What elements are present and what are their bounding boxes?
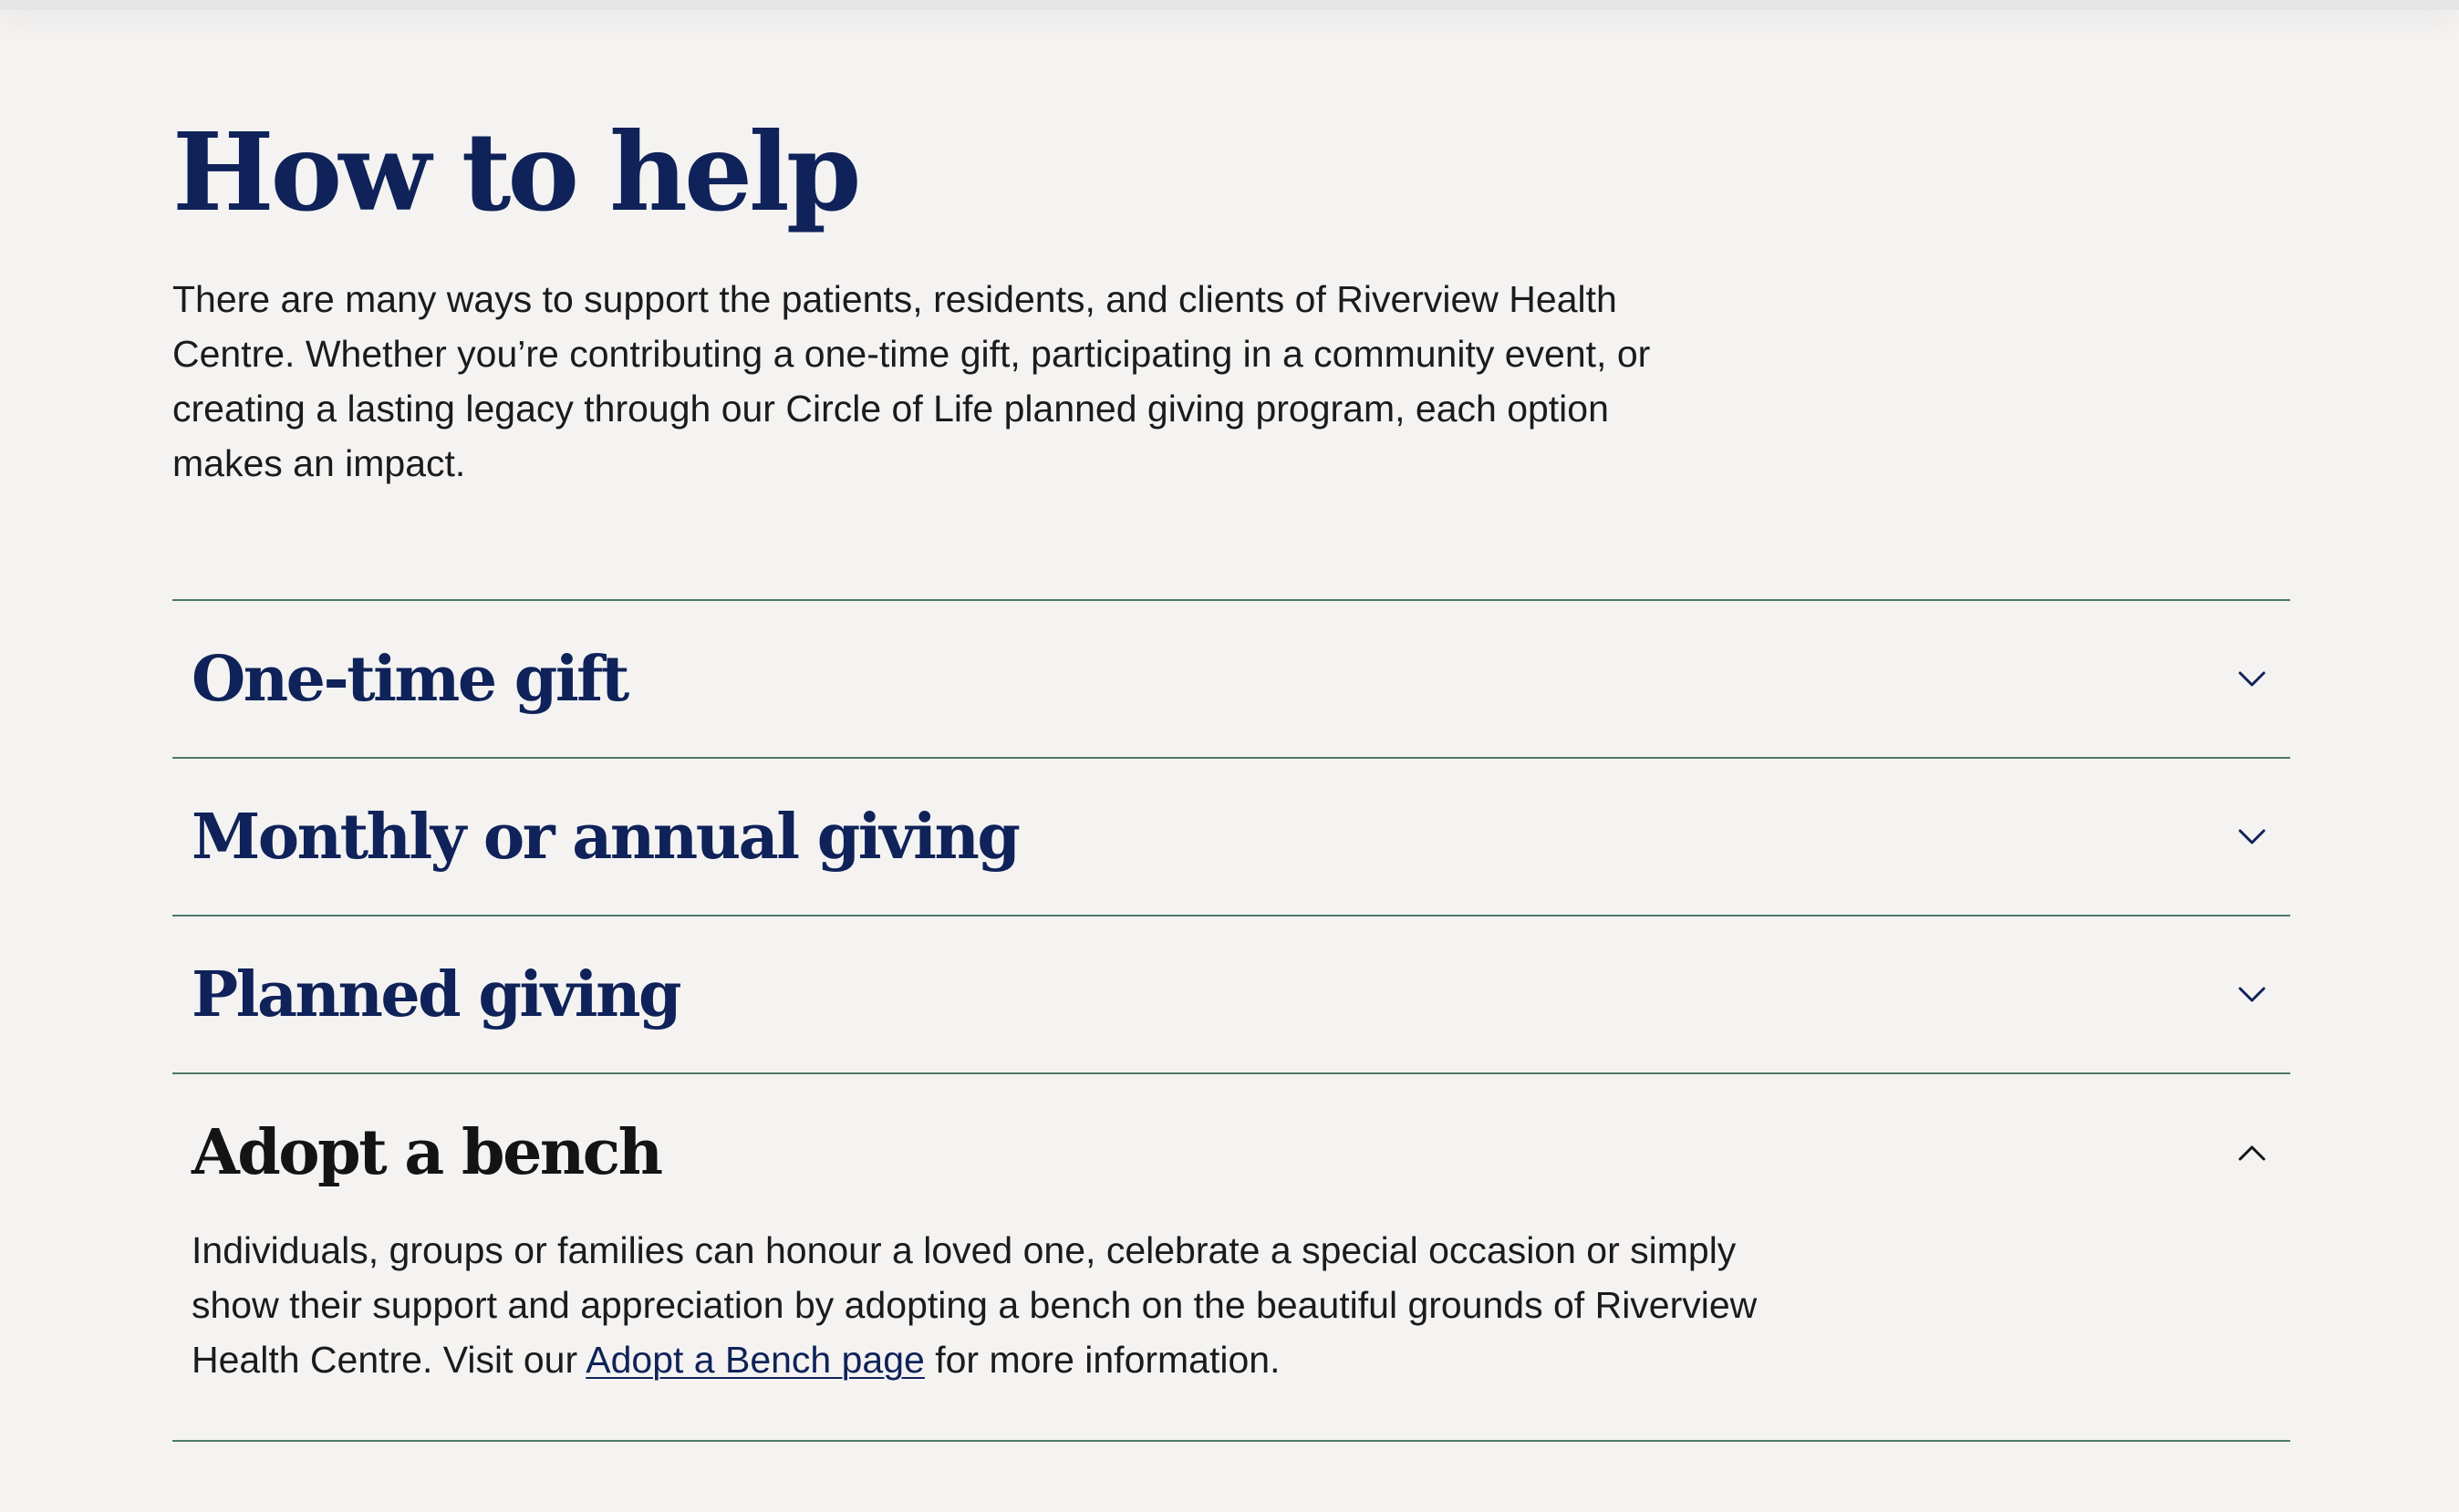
accordion-panel-adopt-a-bench xyxy=(172,1223,2290,1440)
top-header-shadow xyxy=(0,0,2459,10)
accordion-item-monthly-annual-giving xyxy=(172,757,2290,915)
accordion-item-planned-giving xyxy=(172,915,2290,1072)
adopt-a-bench-page-link[interactable]: Adopt a Bench page xyxy=(586,1339,925,1381)
giving-options-accordion xyxy=(172,599,2290,1442)
intro-paragraph: There are many ways to support the patients, residents, and clients of Riverview Health Centre. Whether you’re contributing a one-time gift, participating in a community event, or creating a lasting legacy through our Circle of Life planned giving program, each option makes an impact. xyxy=(172,278,1651,484)
accordion-title: One-time gift xyxy=(192,642,628,716)
chevron-up-icon[interactable] xyxy=(2234,1134,2270,1171)
accordion-header-adopt-a-bench[interactable] xyxy=(172,1074,2290,1230)
accordion-item-adopt-a-bench xyxy=(172,1072,2290,1442)
accordion-header-one-time-gift[interactable] xyxy=(172,601,2290,757)
description-text: Individuals, groups or families can honour a loved one, celebrate a special occasion or simply show their support and appreciation by adopting a bench on the beautiful grounds of Riverview Health Centre. Visit our xyxy=(192,1229,1758,1381)
description-text-end: for more information. xyxy=(924,1339,1281,1381)
accordion-title: Planned giving xyxy=(192,958,680,1031)
page-title: How to help xyxy=(172,109,858,235)
accordion-header-planned-giving[interactable] xyxy=(172,917,2290,1072)
chevron-down-icon[interactable] xyxy=(2234,819,2270,855)
accordion-title: Adopt a bench xyxy=(192,1115,661,1189)
chevron-down-icon[interactable] xyxy=(2234,661,2270,698)
accordion-title: Monthly or annual giving xyxy=(192,800,1019,874)
accordion-item-one-time-gift xyxy=(172,599,2290,757)
chevron-down-icon[interactable] xyxy=(2234,977,2270,1013)
adopt-a-bench-description xyxy=(192,1223,1779,1387)
accordion-header-monthly-annual-giving[interactable] xyxy=(172,759,2290,915)
